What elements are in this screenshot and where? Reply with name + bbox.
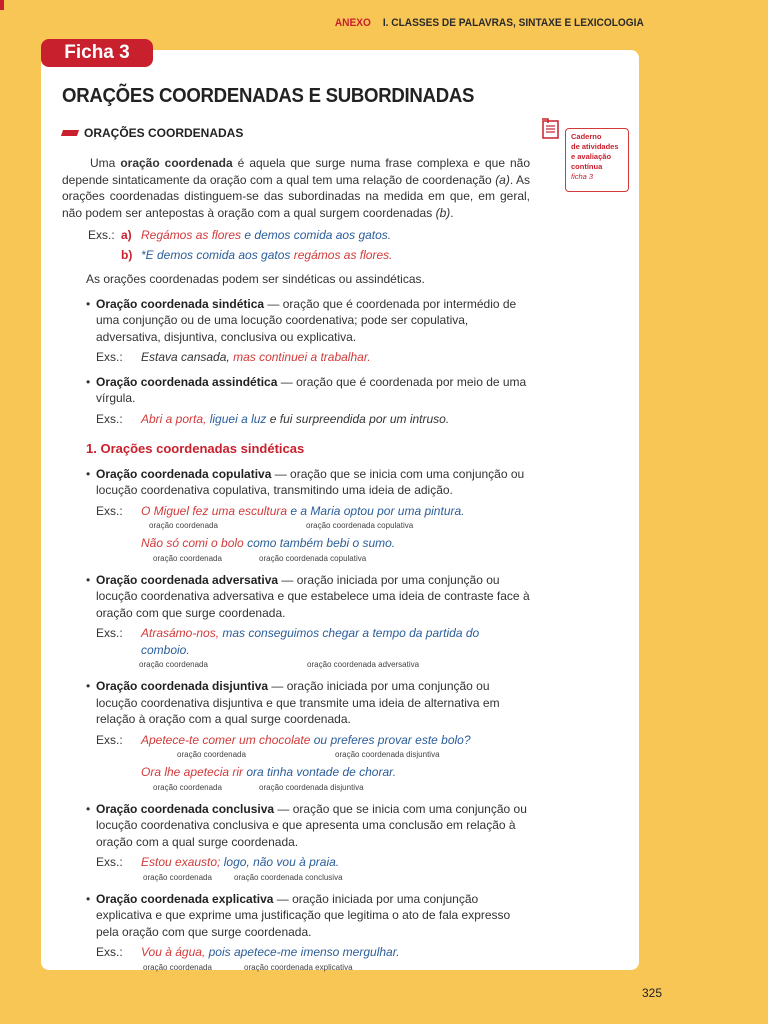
intro-term: oração coordenada: [120, 156, 233, 170]
bullet-adversativa: [62, 572, 530, 622]
term: Oração coordenada disjuntiva: [96, 679, 269, 693]
label-adversativa: oração coordenada adversativa: [307, 660, 420, 669]
exs-label: Exs.:: [96, 626, 123, 640]
bullet-explicativa: [62, 891, 530, 941]
side-reference-box: [565, 128, 629, 192]
labels: [62, 660, 530, 670]
label-coordenada: oração coordenada: [143, 962, 212, 972]
header-section: I. CLASSES DE PALAVRAS, SINTAXE E LEXICOLOGIA: [383, 17, 644, 29]
definition: — oração iniciada por uma conjunção ou locução coordenativa disjuntiva e que transmite uma ideia de alternativa em relação à oração com a qual surge coordenada.: [96, 679, 500, 726]
example-explicativa: [62, 944, 530, 961]
definition: — oração que se inicia com uma conjunção ou locução coordenativa conclusiva e que apresenta uma conclusão em relação à oração com a qual surge coordenada.: [96, 801, 527, 849]
definition: — oração iniciada por uma conjunção explicativa e que exprime uma justificação que legitima o ato de fala expresso pela oração com que surge coordenada.: [96, 891, 511, 939]
example-blue: *E demos comida aos gatos: [141, 247, 291, 262]
example-red: Estou exausto;: [141, 855, 221, 869]
intro-text: Uma: [90, 156, 121, 170]
label-coordenada: oração coordenada: [153, 553, 222, 563]
intro-text: . As orações coordenadas distinguem-se das subordinadas na medida em que, em geral, não podem ser antepostas à oração com a qual surgem coordenadas: [62, 172, 531, 220]
example-red: Atrasámo-nos,: [141, 626, 220, 640]
example-red: Ora lhe apetecia rir: [141, 765, 244, 779]
example-copulativa-2: [62, 535, 530, 552]
label-coordenada: oração coordenada: [139, 660, 208, 669]
example-end: .: [389, 247, 393, 262]
bullet-conclusiva: [62, 801, 530, 851]
section-marker: [61, 130, 79, 136]
bullet-assindetica: [62, 374, 530, 407]
example-blue: logo, não vou à praia.: [220, 855, 340, 869]
term: Oração coordenada conclusiva: [96, 801, 275, 816]
subsection-heading: 1. Orações coordenadas sindéticas: [86, 441, 305, 456]
label-copulativa: oração coordenada copulativa: [306, 521, 414, 530]
labels: [62, 521, 530, 531]
label-coordenada: oração coordenada: [177, 750, 246, 759]
example-blue: liguei a luz: [206, 411, 267, 426]
exs-label: Exs.:: [96, 945, 123, 959]
example-adversativa: [62, 625, 530, 658]
example-tag: b): [121, 247, 133, 262]
section-heading-text: ORAÇÕES COORDENADAS: [84, 126, 244, 140]
example-red: Abri a porta,: [141, 411, 207, 426]
label-coordenada: oração coordenada: [149, 521, 218, 530]
exs-label: Exs.:: [88, 228, 115, 242]
labels: [62, 554, 530, 564]
label-copulativa: oração coordenada copulativa: [259, 553, 367, 563]
example-disjuntiva-2: [62, 764, 530, 781]
example-blue: ou preferes provar este bolo?: [310, 732, 471, 747]
bullet-copulativa: [62, 466, 530, 499]
exs-label: Exs.:: [96, 411, 123, 426]
bullet-disjuntiva: [62, 678, 530, 728]
term: Oração coordenada adversativa: [96, 572, 279, 587]
example-blue: e a Maria optou por uma pintura.: [287, 503, 465, 518]
side-ficha: ficha 3: [571, 172, 594, 181]
example-tag: a): [121, 228, 132, 242]
example-copulativa-1: [62, 503, 530, 520]
exs-label: Exs.:: [96, 503, 123, 518]
page-number: 325: [642, 986, 663, 1000]
bullet-sindetica: [62, 296, 530, 346]
example-red: Não só comi o bolo: [141, 536, 244, 550]
intro-ref: (a): [495, 172, 510, 187]
label-coordenada: oração coordenada: [153, 782, 222, 792]
example-plain: e fui surpreendida por um intruso.: [266, 411, 450, 426]
exs-label: Exs.:: [96, 732, 123, 747]
notebook-icon: [540, 117, 564, 141]
example-a: [88, 227, 530, 244]
types-intro: As orações coordenadas podem ser sindéticas ou assindéticas.: [86, 272, 425, 286]
label-conclusiva: oração coordenada conclusiva: [234, 872, 343, 882]
labels: [62, 873, 530, 883]
side-line2: de atividades: [571, 142, 619, 151]
labels: [62, 963, 530, 973]
side-line4: contínua: [571, 162, 603, 171]
example-red: Regámos as flores: [141, 228, 242, 242]
exs-label: Exs.:: [96, 350, 123, 364]
definition: — oração que é coordenada por meio de uma vírgula.: [96, 374, 527, 405]
labels: [62, 750, 530, 760]
label-disjuntiva: oração coordenada disjuntiva: [259, 782, 364, 792]
label-disjuntiva: oração coordenada disjuntiva: [335, 750, 440, 759]
side-line3: e avaliação: [571, 152, 612, 161]
labels: [62, 783, 530, 793]
corner-mark: [0, 0, 4, 10]
running-header: [335, 17, 644, 29]
example-red: O Miguel fez uma escultura: [141, 503, 288, 518]
exs-label: Exs.:: [96, 855, 123, 869]
example-plain: Estava cansada,: [141, 350, 230, 364]
ficha-tab: Ficha 3: [41, 39, 153, 67]
example-assindetica: [62, 411, 530, 428]
example-end: .: [387, 228, 392, 242]
intro-ref: (b): [435, 205, 451, 220]
definition: — oração que se inicia com uma conjunção ou locução coordenativa copulativa, transmitindo uma ideia de adição.: [96, 466, 525, 497]
definition: — oração que é coordenada por intermédio de uma conjunção ou de uma locução coordenativa; pode ser copulativa, adversativa, disjuntiva, conclusiva ou explicativa.: [96, 296, 517, 344]
example-sindetica: [62, 349, 530, 366]
example-red: Apetece-te comer um chocolate: [141, 732, 311, 747]
page-title: ORAÇÕES COORDENADAS E SUBORDINADAS: [62, 85, 475, 107]
example-blue: pois apetece-me imenso mergulhar.: [205, 945, 400, 959]
example-disjuntiva-1: [62, 732, 530, 749]
intro-paragraph: [62, 155, 530, 221]
example-blue: ora tinha vontade de chorar.: [243, 765, 397, 779]
intro-text: .: [450, 205, 454, 220]
side-line1: Caderno: [571, 132, 602, 141]
example-red: regámos as flores: [290, 247, 390, 262]
header-anexo: ANEXO: [335, 17, 372, 29]
example-b: [88, 247, 530, 264]
example-red: mas continuei a trabalhar.: [229, 350, 371, 364]
definition: — oração iniciada por uma conjunção ou locução coordenativa adversativa e que estabelece uma ideia de contraste face à oração com que surge coordenada.: [96, 572, 530, 620]
term: Oração coordenada assindética: [96, 374, 278, 389]
example-blue: e demos comida aos gatos: [241, 228, 388, 242]
label-coordenada: oração coordenada: [143, 872, 212, 882]
intro-text: é aquela que surge numa frase complexa e que não depende sintaticamente da oração com a qual tem uma relação de coordenação: [62, 156, 531, 187]
example-red: Vou à água,: [141, 945, 206, 959]
example-blue: mas conseguimos chegar a tempo da partida do comboio.: [141, 626, 480, 657]
label-explicativa: oração coordenada explicativa: [244, 962, 353, 972]
example-conclusiva: [62, 854, 530, 871]
section-heading: [62, 126, 243, 140]
term: Oração coordenada sindética: [96, 296, 265, 311]
term: Oração coordenada copulativa: [96, 466, 272, 481]
term: Oração coordenada explicativa: [96, 891, 274, 906]
main-content: [62, 155, 530, 973]
example-blue: como também bebi o sumo.: [243, 536, 396, 550]
